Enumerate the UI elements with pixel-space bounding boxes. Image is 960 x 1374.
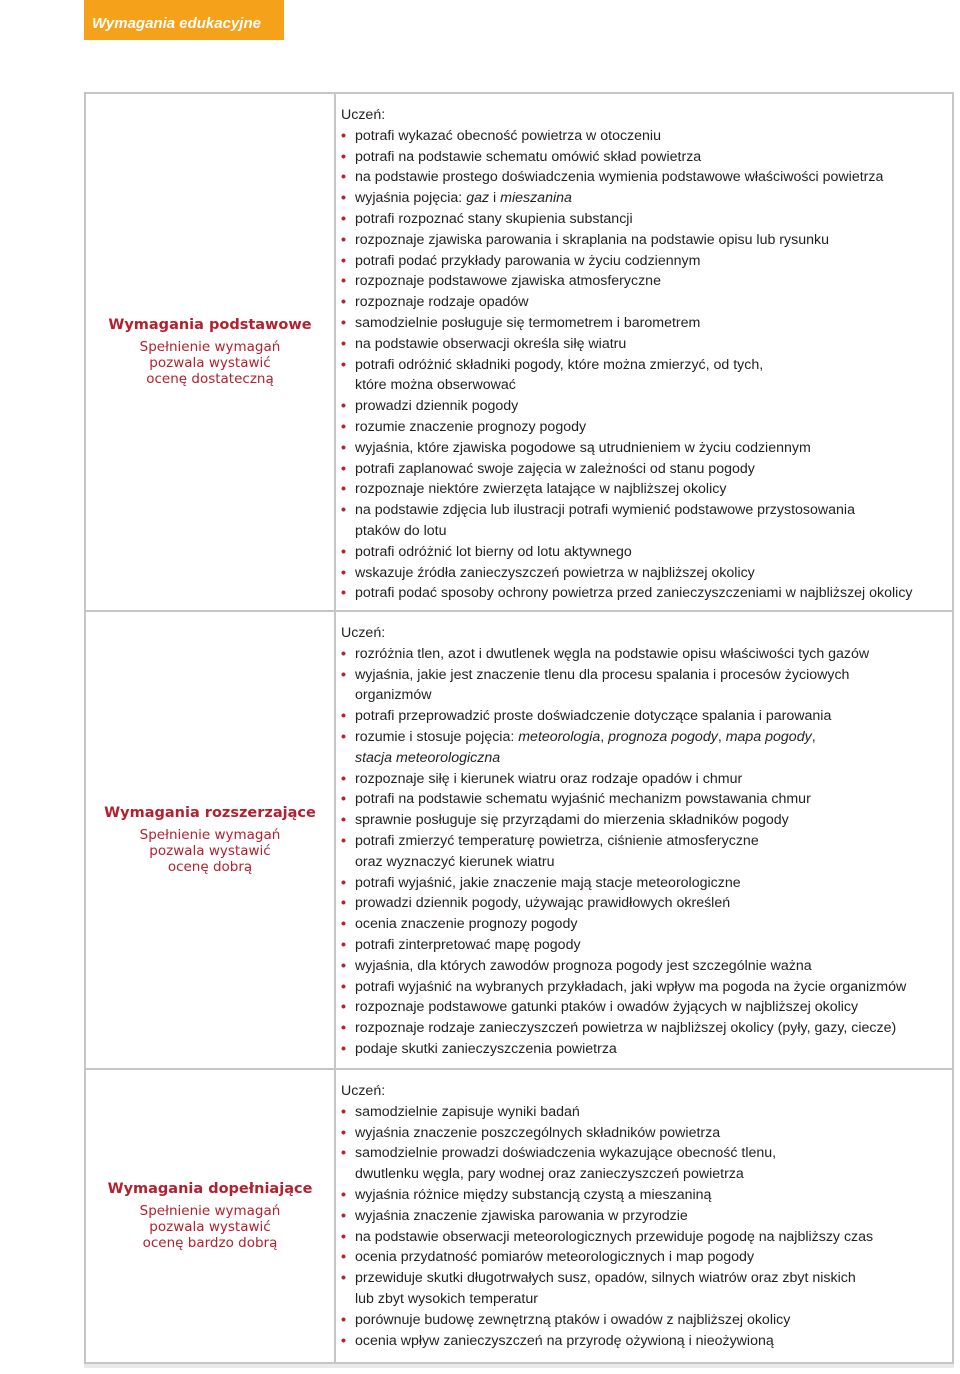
section-label-cell — [84, 1070, 336, 1364]
term-italic: stacja meteorologiczna — [355, 749, 501, 766]
section-row-extended — [84, 612, 954, 1070]
bullet-icon: • — [341, 1186, 346, 1203]
bullet-icon: • — [341, 502, 346, 519]
requirement-item: • samodzielnie prowadzi doświadczenia wykazujące obecność tlenu, dwutlenku węgla, pary wodnej oraz zanieczyszczeń powietrza — [341, 1145, 777, 1183]
requirement-item: • potrafi odróżnić lot bierny od lotu aktywnego — [341, 542, 948, 563]
bullet-icon: • — [341, 791, 346, 808]
requirement-item: • rozróżnia tlen, azot i dwutlenek węgla na podstawie opisu właściwości tych gazów — [341, 644, 948, 665]
bullet-icon: • — [341, 418, 346, 435]
section-label-cell — [84, 92, 336, 612]
requirement-item: • wyjaśnia, które zjawiska pogodowe są utrudnieniem w życiu codziennym — [341, 438, 948, 459]
bottom-rule — [84, 1364, 954, 1368]
bullet-icon: • — [341, 127, 346, 144]
bullet-icon: • — [341, 832, 346, 849]
requirement-item: • ocenia znaczenie prognozy pogody — [341, 914, 948, 935]
bullet-icon: • — [341, 895, 346, 912]
bullet-icon: • — [341, 314, 346, 331]
bullet-icon: • — [341, 874, 346, 891]
section-label-cell — [84, 612, 336, 1070]
section-subtitle-line: pozwala wystawić — [149, 1219, 271, 1235]
term-italic: mapa pogody — [725, 728, 812, 745]
bullet-icon: • — [341, 978, 346, 995]
requirement-item: • potrafi na podstawie schematu omówić skład powietrza — [341, 147, 948, 168]
requirement-item: • potrafi wyjaśnić, jakie znaczenie mają stacje meteorologiczne — [341, 873, 948, 894]
bullet-icon: • — [341, 1270, 346, 1287]
bullet-icon: • — [341, 916, 346, 933]
bullet-icon: • — [341, 1332, 346, 1349]
term-italic: gaz — [466, 190, 490, 207]
term-italic: mieszanina — [500, 190, 572, 207]
requirement-item: • wyjaśnia różnice między substancją czystą a mieszaniną — [341, 1185, 948, 1206]
requirement-item: • wyjaśnia znaczenie poszczególnych składników powietrza — [341, 1123, 948, 1144]
requirement-item: • sprawnie posługuje się przyrządami do mierzenia składników pogody — [341, 810, 948, 831]
bullet-icon: • — [341, 169, 346, 186]
bullet-icon: • — [341, 1040, 346, 1057]
requirement-item: • potrafi wyjaśnić na wybranych przykładach, jaki wpływ ma pogoda na życie organizmów — [341, 977, 948, 998]
bullet-icon: • — [341, 999, 346, 1016]
section-subtitle-line: pozwala wystawić — [149, 355, 271, 371]
section-title: Wymagania rozszerzające — [104, 805, 316, 821]
requirement-item: • prowadzi dziennik pogody — [341, 396, 948, 417]
term-italic: prognoza pogody — [608, 728, 718, 745]
requirement-item: • na podstawie obserwacji meteorologicznych przewiduje pogodę na najbliższy czas — [341, 1227, 948, 1248]
requirement-item: • wyjaśnia, dla których zawodów prognoza pogody jest szczególnie ważna — [341, 956, 948, 977]
bullet-icon: • — [341, 335, 346, 352]
bullet-icon: • — [341, 481, 346, 498]
bullet-icon: • — [341, 1228, 346, 1245]
section-intro: Uczeń: — [341, 1083, 386, 1099]
requirement-item: • przewiduje skutki długotrwałych susz, opadów, silnych wiatrów oraz zbyt niskich lub zbyt wysokich temperatur — [341, 1270, 856, 1307]
bullet-icon: • — [341, 770, 346, 787]
section-subtitle-line: Spełnienie wymagań — [139, 1203, 281, 1219]
bullet-icon: • — [341, 1145, 346, 1162]
requirements-list — [341, 644, 948, 1060]
term-italic: meteorologia — [518, 728, 601, 745]
bullet-icon: • — [341, 1311, 346, 1328]
requirement-item: • na podstawie prostego doświadczenia wymienia podstawowe właściwości powietrza — [341, 167, 948, 188]
requirement-item: • potrafi podać przykłady parowania w życiu codziennym — [341, 251, 948, 272]
bullet-icon: • — [341, 728, 346, 745]
requirements-list — [341, 126, 948, 604]
requirement-item: • rozpoznaje rodzaje zanieczyszczeń powietrza w najbliższej okolicy (pyły, gazy, ciecze) — [341, 1018, 948, 1039]
section-subtitle-line: ocenę dostateczną — [146, 371, 274, 387]
bullet-icon: • — [341, 460, 346, 477]
section-intro: Uczeń: — [341, 625, 386, 641]
section-subtitle-line: ocenę bardzo dobrą — [142, 1235, 278, 1251]
section-subtitle-line: Spełnienie wymagań — [139, 827, 281, 843]
bullet-icon: • — [341, 439, 346, 456]
requirement-item: • wyjaśnia znaczenie zjawiska parowania w przyrodzie — [341, 1206, 948, 1227]
requirement-item: • rozumie i stosuje pojęcia: meteorologia, prognoza pogody, mapa pogody, stacja meteorologiczna — [341, 728, 816, 766]
section-title: Wymagania dopełniające — [107, 1181, 313, 1197]
section-subtitle-line: pozwala wystawić — [149, 843, 271, 859]
requirement-item: • potrafi na podstawie schematu wyjaśnić mechanizm powstawania chmur — [341, 789, 948, 810]
requirement-item: • rozpoznaje podstawowe zjawiska atmosferyczne — [341, 271, 948, 292]
requirement-item: • wskazuje źródła zanieczyszczeń powietrza w najbliższej okolicy — [341, 563, 948, 584]
section-intro: Uczeń: — [341, 107, 386, 123]
section-content-cell — [336, 612, 954, 1070]
bullet-icon: • — [341, 148, 346, 165]
requirement-item: • potrafi rozpoznać stany skupienia substancji — [341, 209, 948, 230]
bullet-icon: • — [341, 708, 346, 725]
requirement-item: • rozpoznaje zjawiska parowania i skraplania na podstawie opisu lub rysunku — [341, 230, 948, 251]
bullet-icon: • — [341, 252, 346, 269]
section-content-cell — [336, 92, 954, 612]
bullet-icon: • — [341, 1103, 346, 1120]
requirement-item: • na podstawie zdjęcia lub ilustracji potrafi wymienić podstawowe przystosowania ptaków do lotu — [341, 502, 855, 539]
requirement-item: • potrafi wykazać obecność powietrza w otoczeniu — [341, 126, 948, 147]
section-subtitle-line: ocenę dobrą — [167, 859, 253, 875]
requirement-item: • prowadzi dziennik pogody, używając prawidłowych określeń — [341, 893, 948, 914]
requirement-item: • ocenia wpływ zanieczyszczeń na przyrodę ożywioną i nieożywioną — [341, 1331, 948, 1352]
bullet-icon: • — [341, 1249, 346, 1266]
bullet-icon: • — [341, 666, 346, 683]
requirements-list — [341, 1102, 948, 1352]
bullet-icon: • — [341, 190, 346, 207]
bullet-icon: • — [341, 1207, 346, 1224]
bullet-icon: • — [341, 957, 346, 974]
bullet-icon: • — [341, 936, 346, 953]
bullet-icon: • — [341, 210, 346, 227]
requirement-item: • potrafi przeprowadzić proste doświadczenie dotyczące spalania i parowania — [341, 706, 948, 727]
section-content-cell — [336, 1070, 954, 1364]
section-row-basic — [84, 92, 954, 612]
requirement-item: • rozumie znaczenie prognozy pogody — [341, 417, 948, 438]
bullet-icon: • — [341, 273, 346, 290]
requirement-item: • potrafi zmierzyć temperaturę powietrza, ciśnienie atmosferyczne oraz wyznaczyć kierunek wiatru — [341, 832, 759, 870]
header-title: Wymagania edukacyjne — [92, 15, 261, 32]
bullet-icon: • — [341, 231, 346, 248]
bullet-icon: • — [341, 585, 346, 602]
requirement-item: • podaje skutki zanieczyszczenia powietrza — [341, 1039, 948, 1060]
requirement-item: • rozpoznaje niektóre zwierzęta latające w najbliższej okolicy — [341, 479, 948, 500]
requirement-item: • rozpoznaje podstawowe gatunki ptaków i owadów żyjących w najbliższej okolicy — [341, 997, 948, 1018]
bullet-icon: • — [341, 356, 346, 373]
bullet-icon: • — [341, 645, 346, 662]
requirement-item: • potrafi zaplanować swoje zajęcia w zależności od stanu pogody — [341, 459, 948, 480]
requirement-item: • ocenia przydatność pomiarów meteorologicznych i map pogody — [341, 1247, 948, 1268]
bullet-icon: • — [341, 543, 346, 560]
bullet-icon: • — [341, 294, 346, 311]
requirement-item: • samodzielnie posługuje się termometrem i barometrem — [341, 313, 948, 334]
requirement-item: • rozpoznaje siłę i kierunek wiatru oraz rodzaje opadów i chmur — [341, 769, 948, 790]
section-title: Wymagania podstawowe — [108, 317, 312, 333]
bullet-icon: • — [341, 398, 346, 415]
bullet-icon: • — [341, 564, 346, 581]
requirement-item: • porównuje budowę zewnętrzną ptaków i owadów z najbliższej okolicy — [341, 1310, 948, 1331]
bullet-icon: • — [341, 812, 346, 829]
section-subtitle-line: Spełnienie wymagań — [139, 339, 281, 355]
bullet-icon: • — [341, 1020, 346, 1037]
requirement-item: • potrafi zinterpretować mapę pogody — [341, 935, 948, 956]
requirement-item: • potrafi podać sposoby ochrony powietrza przed zanieczyszczeniami w najbliższej okolicy — [341, 583, 948, 604]
requirement-item: • potrafi odróżnić składniki pogody, które można zmierzyć, od tych, które można obserwować — [341, 356, 764, 394]
requirement-item: • wyjaśnia, jakie jest znaczenie tlenu dla procesu spalania i procesów życiowych organizmów — [341, 666, 850, 704]
bullet-icon: • — [341, 1124, 346, 1141]
requirement-item: • rozpoznaje rodzaje opadów — [341, 292, 948, 313]
requirement-item: • wyjaśnia pojęcia: gaz i mieszanina — [341, 188, 948, 209]
section-row-complementary — [84, 1070, 954, 1364]
requirement-item: • na podstawie obserwacji określa siłę wiatru — [341, 334, 948, 355]
requirement-item: • samodzielnie zapisuje wyniki badań — [341, 1102, 948, 1123]
